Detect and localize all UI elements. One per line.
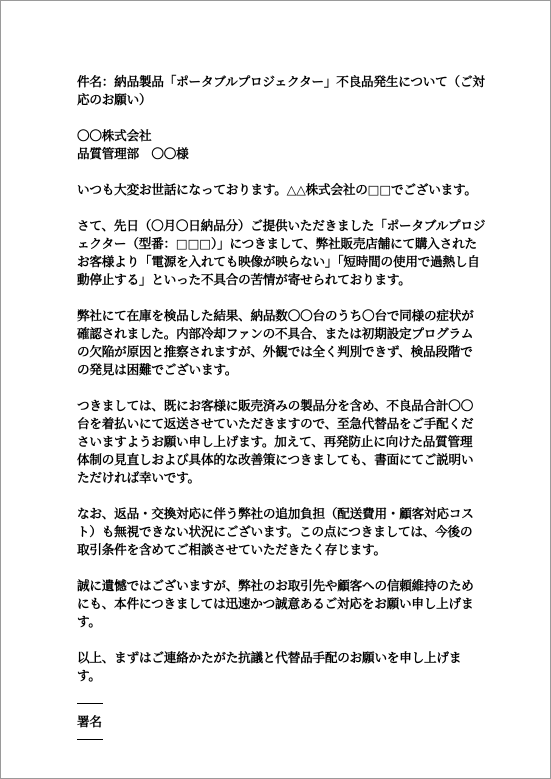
subject-line-2: 応のお願い） (77, 92, 152, 107)
recipient-department: 品質管理部 〇〇様 (77, 146, 189, 161)
paragraph-line: さいますようお願い申し上げます。加えて、再発防止に向けた品質管理 (77, 434, 473, 449)
paragraph-line: ただければ幸いです。 (77, 470, 200, 485)
paragraph-line: 弊社にて在庫を検品した結果、納品数〇〇台のうち〇台で同様の症状が (77, 308, 474, 323)
paragraph-3 (77, 397, 497, 487)
paragraph-4 (77, 505, 497, 559)
paragraph-line: ト）も無視できない状況にございます。この点につきましては、今後の (77, 524, 473, 539)
paragraph-line: の欠陥が原因と推察されますが、外観では全く判別できず、検品段階で (77, 344, 473, 359)
paragraph-line: 誠に遺憾ではございますが、弊社のお取引先や顧客への信頼維持のため (77, 578, 474, 593)
paragraph-line: さて、先日（〇月〇日納品分）ご提供いただきました「ポータブルプロジ (77, 218, 486, 233)
subject-line-1: 件名：納品製品「ポータブルプロジェクター」不良品発生について（ご対 (77, 74, 485, 89)
closing-paragraph (77, 649, 497, 685)
paragraph-5 (77, 577, 497, 631)
signature-rule-bottom (77, 739, 103, 740)
paragraph-line: 台を着払いにて返送させていただきますので、至急代替品をご手配くだ (77, 416, 474, 431)
greeting-line: いつも大変お世話になっております。△△株式会社の□□でございます。 (77, 182, 477, 197)
paragraph-line: ェクター（型番：□□□）」につきまして、弊社販売店舗にて購入された (77, 236, 477, 251)
greeting (77, 181, 497, 199)
paragraph-line: す。 (77, 614, 101, 629)
paragraph-line: にも、本件につきましては迅速かつ誠意あるご対応をお願い申し上げま (77, 596, 474, 611)
paragraph-line: 体制の見直しおよび具体的な改善策につきましても、書面にてご説明い (77, 452, 474, 467)
letter-body (77, 73, 497, 749)
paragraph-line: 確認されました。内部冷却ファンの不具合、または初期設定プログラム (77, 326, 474, 341)
paragraph-line: 以上、まずはご連絡かたがた抗議と代替品手配のお願いを申し上げま (77, 650, 462, 665)
paragraph-line: なお、返品・交換対応に伴う弊社の追加負担（配送費用・顧客対応コス (77, 506, 474, 521)
paragraph-line: 動停止する」といった不具合の苦情が寄せられております。 (77, 272, 411, 287)
paragraph-line: の発見は困難でございます。 (77, 362, 238, 377)
signature-rule-top (77, 703, 103, 704)
recipient-company: 〇〇株式会社 (77, 128, 152, 143)
paragraph-1 (77, 217, 497, 289)
paragraph-line: 取引条件を含めてご相談させていただきたく存じます。 (77, 542, 386, 557)
paragraph-line: お客様より「電源を入れても映像が映らない」「短時間の使用で過熱し自 (77, 254, 480, 269)
paragraph-2 (77, 307, 497, 379)
paragraph-line: す。 (77, 668, 101, 683)
recipient (77, 127, 497, 163)
signature-label: 署名 (77, 714, 102, 729)
paragraph-line: つきましては、既にお客様に販売済みの製品分を含め、不良品合計〇〇 (77, 398, 474, 413)
signature-block (77, 703, 497, 740)
subject-line (77, 73, 497, 109)
